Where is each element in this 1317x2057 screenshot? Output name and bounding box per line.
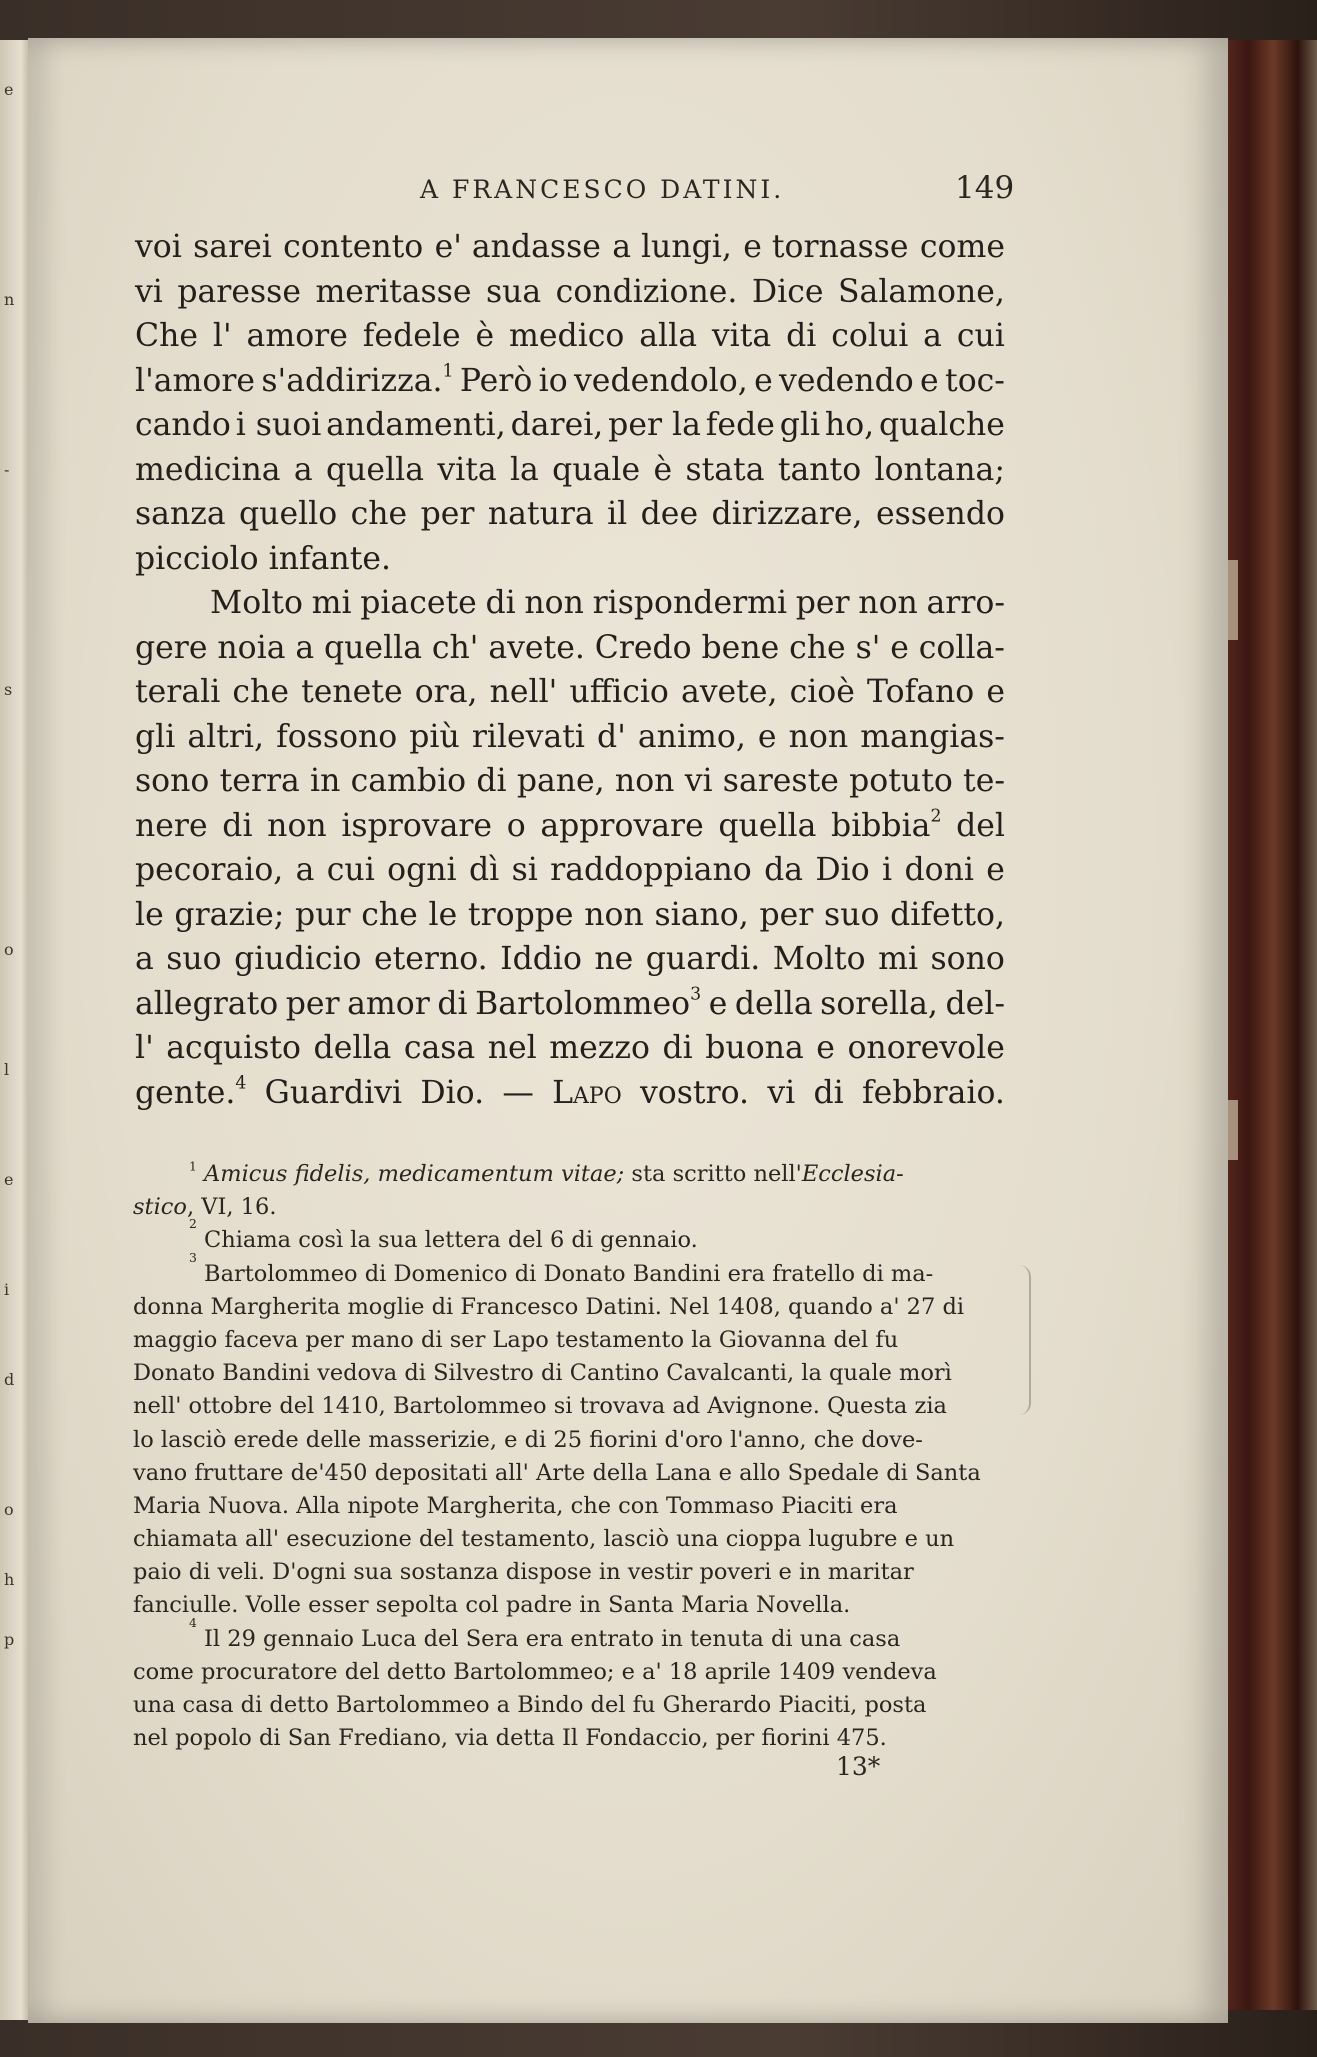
footnote-ref-3: 3: [690, 983, 702, 1004]
text-line: sanza quello che per natura il dee dirizzare, essendo: [135, 496, 1005, 532]
text-line: pecoraio, a cui ogni dì si raddoppiano da Dio i doni e: [135, 852, 1005, 888]
left-page-fragment: e: [4, 80, 14, 99]
left-page-fragment: s: [4, 680, 13, 699]
running-title: A FRANCESCO DATINI.: [420, 175, 785, 204]
left-page-fragment: p: [4, 1630, 15, 1649]
text-line: l' acquisto della casa nel mezzo di buona e onorevole: [135, 1030, 1005, 1066]
left-page-fragment: d: [4, 1370, 15, 1389]
left-page-fragment: o: [4, 940, 14, 959]
text-line: le grazie; pur che le troppe non siano, per suo difetto,: [135, 896, 1005, 933]
pencil-bracket-mark: [1015, 1265, 1031, 1415]
text-line: sono terra in cambio di pane, non vi sareste potuto te-: [135, 763, 1005, 799]
footnote-4: 4 Il 29 gennaio Luca del Sera era entrato in tenuta di una casa: [189, 1615, 901, 1652]
footnote-line: Donato Bandini vedova di Silvestro di Cantino Cavalcanti, la quale morì: [133, 1360, 952, 1387]
signature-name: Lapo: [552, 1074, 622, 1111]
text-line: terali che tenete ora, nell' ufficio avete, cioè Tofano e: [135, 674, 1005, 710]
book-spine: [1220, 40, 1317, 2010]
footnote-line: nel popolo di San Frediano, via detta Il Fondaccio, per fiorini 475.: [133, 1725, 887, 1752]
footnote-line: lo lasciò erede delle masserizie, e di 25 fiorini d'oro l'anno, che dove-: [133, 1426, 923, 1453]
text-line: l'amore s'addirizza.$^1$ Però io vedendolo, e vedendo e toc-: [135, 360, 1005, 399]
text-line: picciolo infante.: [135, 540, 392, 577]
footnote-line: vano fruttare de'450 depositati all' Arte della Lana e allo Spedale di Santa: [133, 1459, 981, 1486]
footnote-line: donna Margherita moglie di Francesco Datini. Nel 1408, quando a' 27 di: [133, 1293, 965, 1320]
text-line: Che l' amore fedele è medico alla vita di colui a cui: [135, 318, 1005, 354]
footnote-line: Maria Nuova. Alla nipote Margherita, che con Tommaso Piaciti era: [133, 1492, 898, 1519]
footnote-1: $^1$ Amicus fidelis, medicamentum vitae; sta scritto nell'Ecclesia-: [189, 1159, 904, 1187]
left-page-fragment: e: [4, 1170, 14, 1189]
text-line: a suo giudicio eterno. Iddio ne guardi. Molto mi sono: [135, 941, 1005, 977]
footnote-line: come procuratore del detto Bartolommeo; e a' 18 aprile 1409 vendeva: [133, 1658, 937, 1685]
text-line: cando i suoi andamenti, darei, per la fede gli ho, qualche: [135, 407, 1005, 443]
left-page-fragment: i: [4, 1280, 10, 1299]
left-page-fragment: h: [4, 1570, 15, 1589]
text-line: gente.$^4$ Guardivi Dio. — Lapo vostro. vi di febbraio.: [135, 1071, 1005, 1116]
text-line: gere noia a quella ch' avete. Credo bene che s' e colla-: [135, 629, 1005, 666]
text-line: allegrato per amor di Bartolommeo$^3$ e della sorella, del-: [135, 983, 1005, 1022]
left-page-fragment: o: [4, 1500, 14, 1519]
footnotes: [133, 1158, 1005, 1755]
left-page-fragment: n: [4, 290, 15, 309]
footnote-1-cont: stico , VI, 16.: [133, 1194, 277, 1221]
footnote-ref-2: 2: [930, 805, 942, 826]
footnote-line: fanciulle. Volle esser sepolta col padre in Santa Maria Novella.: [133, 1592, 851, 1619]
text-line: Molto mi piacete di non rispondermi per non arro-: [210, 585, 1005, 621]
footnote-2: 2 Chiama così la sua lettera del 6 di gennaio.: [189, 1217, 698, 1254]
page-number: 149: [955, 170, 1015, 206]
text-line: nere di non isprovare o approvare quella bibbia$^2$ del: [135, 805, 1005, 844]
text-line: vi paresse meritasse sua condizione. Dice Salamone,: [135, 273, 1005, 310]
left-page-edge: [0, 40, 30, 2020]
left-page-fragment: l: [4, 1060, 10, 1079]
text-line: voi sarei contento e' andasse a lungi, e tornasse come: [135, 229, 1005, 265]
footnote-line: maggio faceva per mano di ser Lapo testamento la Giovanna del fu: [133, 1326, 899, 1353]
footnote-line: una casa di detto Bartolommeo a Bindo del fu Gherardo Piaciti, posta: [133, 1692, 927, 1718]
text-line: medicina a quella vita la quale è stata tanto lontana;: [135, 451, 1005, 488]
footnote-ref-4: 4: [235, 1072, 247, 1093]
footnote-line: chiamata all' esecuzione del testamento, lasciò una cioppa lugubre e un: [133, 1526, 955, 1553]
main-text: [135, 225, 1005, 1115]
footnote-line: nell' ottobre del 1410, Bartolommeo si trovava ad Avignone. Questa zia: [133, 1393, 947, 1420]
left-page-fragment: -: [4, 460, 10, 479]
printer-signature-mark: 13*: [836, 1752, 881, 1781]
footnote-ref-1: 1: [442, 360, 454, 381]
footnote-line: paio di veli. D'ogni sua sostanza dispose in vestir poveri e in maritar: [133, 1559, 914, 1586]
text-line: gli altri, fossono più rilevati d' animo, e non mangias-: [135, 718, 1005, 755]
footnote-3: 3 Bartolommeo di Domenico di Donato Bandini era fratello di ma-: [189, 1250, 934, 1287]
